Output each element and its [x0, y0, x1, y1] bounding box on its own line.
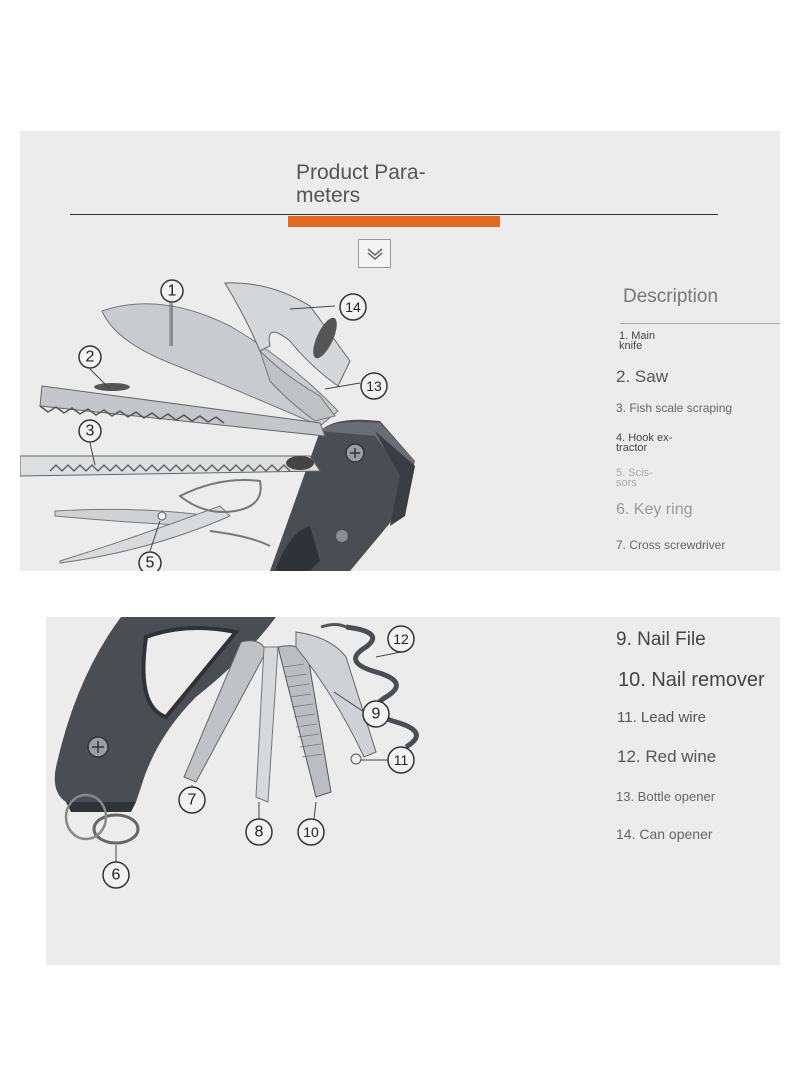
svg-text:6: 6: [111, 866, 121, 884]
svg-text:7: 7: [187, 791, 197, 809]
description-item-13: 13. Bottle opener: [616, 789, 716, 804]
svg-text:1: 1: [167, 282, 177, 300]
svg-text:13: 13: [366, 378, 382, 394]
description-item-6: 6. Key ring: [616, 501, 693, 518]
title-accent-bar: [288, 216, 500, 227]
description-item-5: 5. Scis- sors: [616, 467, 653, 489]
callout-1: [161, 280, 183, 302]
expand-button[interactable]: [358, 239, 391, 268]
svg-text:3: 3: [85, 422, 95, 440]
description-heading: Description: [623, 286, 719, 307]
description-item-14: 14. Can opener: [616, 826, 713, 842]
callout-7: [179, 787, 205, 813]
callout-11: [388, 747, 414, 773]
callout-3: [79, 420, 101, 442]
description-item-9: 9. Nail File: [616, 629, 706, 650]
callout-2: [79, 346, 101, 368]
description-item-7: 7. Cross screwdriver: [616, 538, 726, 552]
description-divider: [620, 323, 780, 324]
description-item-4: 4. Hook ex- tractor: [616, 432, 673, 454]
description-item-2: 2. Saw: [616, 367, 668, 386]
svg-text:14: 14: [345, 299, 361, 315]
callout-8: [246, 819, 272, 845]
svg-text:11: 11: [393, 752, 409, 768]
title-divider: [70, 214, 718, 215]
bottom-panel: [46, 617, 780, 965]
description-item-10: 10. Nail remover: [618, 669, 765, 691]
callout-9: [363, 701, 389, 727]
callout-10: [298, 819, 324, 845]
page-title: Product Para- meters: [296, 161, 426, 207]
key-ring: [94, 815, 138, 843]
callout-14: [340, 294, 366, 320]
svg-text:10: 10: [303, 824, 319, 840]
svg-text:12: 12: [393, 631, 409, 647]
svg-text:9: 9: [371, 705, 381, 723]
svg-text:2: 2: [85, 348, 95, 366]
chevron-double-down-icon: [365, 247, 385, 261]
callout-6: [103, 862, 129, 888]
callout-13: [361, 373, 387, 399]
fish-scale-scraper: [20, 456, 320, 476]
blade-tool: [256, 647, 278, 802]
callout-12: [388, 626, 414, 652]
callout-5: [139, 552, 161, 571]
description-item-12: 12. Red wine: [617, 747, 717, 766]
top-panel: [20, 131, 780, 571]
description-item-11: 11. Lead wire: [617, 709, 706, 726]
description-item-3: 3. Fish scale scraping: [616, 401, 733, 415]
svg-text:8: 8: [254, 823, 264, 841]
svg-text:5: 5: [145, 554, 155, 571]
description-item-1: 1. Main knife: [619, 330, 656, 352]
